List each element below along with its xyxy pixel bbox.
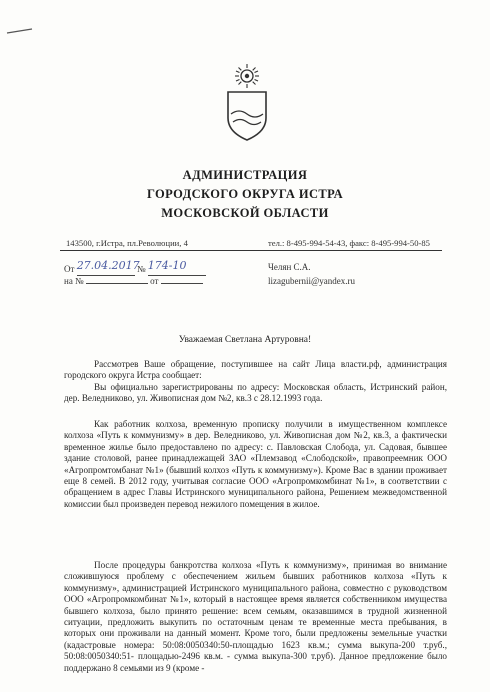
- recipient-name: Челян С.А.: [268, 262, 311, 272]
- number-label: №: [136, 264, 146, 274]
- paragraph-bankruptcy-text: После процедуры банкротства колхоза «Путь к коммунизму», принимая во внимание сложившуюся проблему с обеспечением жильем бывших работников колхоза «Путь к коммунизму», администрацией Истринского муниципального района, совместно с руководством ООО «Агропромкомбинат №1», который в настоящее время является собственником имущества бывшего колхоза, было принято решение: всем семьям, оказавшимся в трудной жизненной ситуации, предложить выкупить по остаточным ценам те временные места пребывания, в которых они проживали на данный момент. Кроме того, были предложены земельные участки (кадастровые номера: 50:08:0050340:50-площадью 1623 кв.м.; сумма выкупа-200 т.руб., 50:08:0050340:51- площадью-2496 кв.м. - сумма выкупа-300 т.руб). Данное предложение было поддержано 8 семьями из 9 (кроме -: [64, 560, 447, 673]
- paragraph-housing: [64, 419, 447, 510]
- coat-of-arms-emblem: [221, 62, 273, 142]
- pen-mark: [6, 26, 34, 36]
- number-field: [147, 259, 206, 276]
- header-divider: [60, 250, 442, 251]
- date-field: [76, 259, 140, 276]
- org-title-line2: ГОРОДСКОГО ОКРУГА ИСТРА: [147, 187, 343, 201]
- to-from-label: от: [150, 276, 159, 286]
- paragraph-intro-text: Рассмотрев Ваше обращение, поступившее на сайт Лица власти.рф, администрация городского округа Истра сообщает:: [64, 359, 447, 381]
- handwritten-number: 174-10: [147, 259, 187, 272]
- paragraph-housing-text: Как работник колхоза, временную прописку получили в имущественном комплексе колхоза «Путь к коммунизму» в дер. Веледниково, ул. Живописная дом №2, кв.3, а фактически временное жилье было предоставлено по адресу: с. Павловская Слобода, ул. Садовая, бывшее здание столовой, ранее принадлежащей ЗАО «Племзавод «Слободской», правопреемник ООО «Агропромтомбанат №1» (бывший колхоз «Путь к коммунизму»). Кроме Вас в здании проживает еще 8 семей. В 2012 году, учитывая согласие ООО «Агропромкомбинат №1», в соответствии с обращением в адрес Главы Истринского муниципального района, Решением межведомственной комиссии был произведен перевод нежилого помещения в жилое.: [64, 419, 447, 509]
- outgoing-reg-line: [64, 259, 206, 276]
- incoming-reg-line: [64, 276, 203, 286]
- from-label: От: [64, 264, 75, 274]
- incoming-date-field: [161, 283, 203, 284]
- incoming-number-field: [86, 283, 148, 284]
- paragraph-intro: [64, 359, 447, 405]
- org-address: 143500, г.Истра, пл.Революции, 4: [66, 238, 188, 248]
- to-label: на №: [64, 276, 84, 286]
- handwritten-date: 27.04.2017: [76, 259, 140, 272]
- org-title-line3: МОСКОВСКОЙ ОБЛАСТИ: [161, 206, 329, 220]
- greeting: Уважаемая Светлана Артуровна!: [178, 335, 312, 345]
- org-title-line1: АДМИНИСТРАЦИЯ: [182, 168, 308, 182]
- paragraph-bankruptcy: [64, 560, 447, 674]
- recipient-email: lizagubernii@yandex.ru: [268, 276, 356, 286]
- paragraph-registration-text: Вы официально зарегистрированы по адресу: Московская область, Истринский район, дер. Веледниково, ул. Живописная дом №2, кв.3 с 28.12.1993 года.: [64, 381, 447, 404]
- org-phones: тел.: 8-495-994-54-43, факс: 8-495-994-50-85: [268, 238, 430, 248]
